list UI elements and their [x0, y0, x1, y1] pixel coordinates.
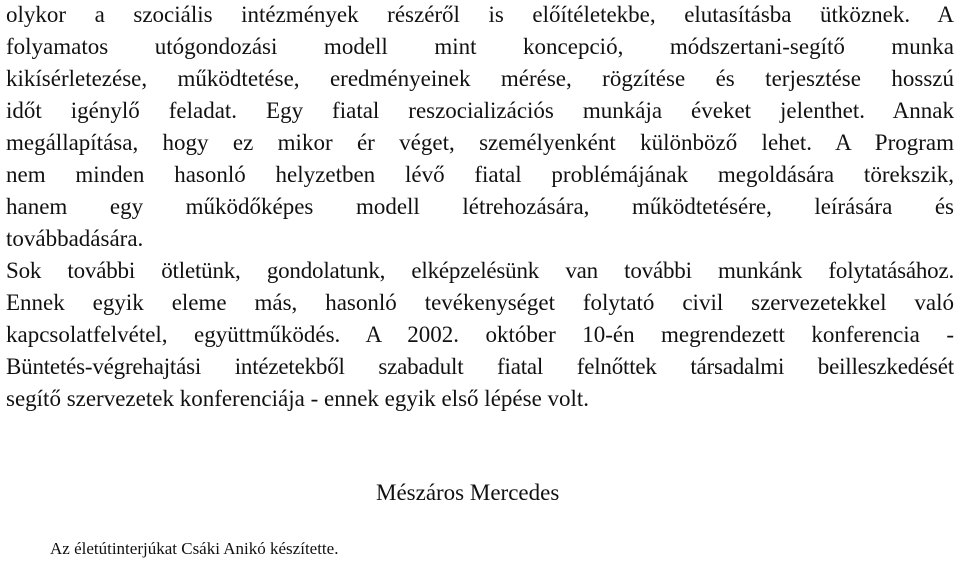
paragraph-2-line-1: Sok további ötletünk, gondolatunk, elképzelésünk van további munkánk folytatásához.	[6, 258, 954, 283]
paragraph-1-line-6: nem minden hasonló helyzetben lévő fiatal problémájának megoldására törekszik,	[6, 162, 954, 187]
paragraph-1-line-4: időt igénylő feladat. Egy fiatal reszocializációs munkája éveket jelenthet. Annak	[6, 98, 954, 123]
paragraph-1-line-2: folyamatos utógondozási modell mint koncepció, módszertani-segítő munka	[6, 34, 954, 59]
paragraph-2-line-3: kapcsolatfelvétel, együttműködés. A 2002. október 10-én megrendezett konferencia -	[6, 322, 954, 347]
paragraph-2-line-4: Büntetés-végrehajtási intézetekből szabadult fiatal felnőttek társadalmi beilleszkedését	[6, 354, 954, 379]
interview-credit: Az életútinterjúkat Csáki Anikó készítette.	[50, 539, 339, 558]
paragraph-2-line-5: segítő szervezetek konferenciája - ennek egyik első lépése volt.	[6, 386, 590, 411]
paragraph-1-line-8: továbbadására.	[6, 226, 144, 251]
author-signature: Mészáros Mercedes	[376, 480, 560, 505]
paragraph-1-line-3: kikísérletezése, működtetése, eredményeinek mérése, rögzítése és terjesztése hosszú	[6, 66, 954, 91]
paragraph-1-line-7: hanem egy működőképes modell létrehozására, működtetésére, leírására és	[6, 194, 954, 219]
paragraph-1-line-1: olykor a szociális intézmények részéről is előítéletekbe, elutasításba ütköznek. A	[6, 2, 954, 27]
paragraph-2-line-2: Ennek egyik eleme más, hasonló tevékenységet folytató civil szervezetekkel való	[6, 290, 954, 315]
paragraph-1-line-5: megállapítása, hogy ez mikor ér véget, személyenként különböző lehet. A Program	[6, 130, 954, 155]
